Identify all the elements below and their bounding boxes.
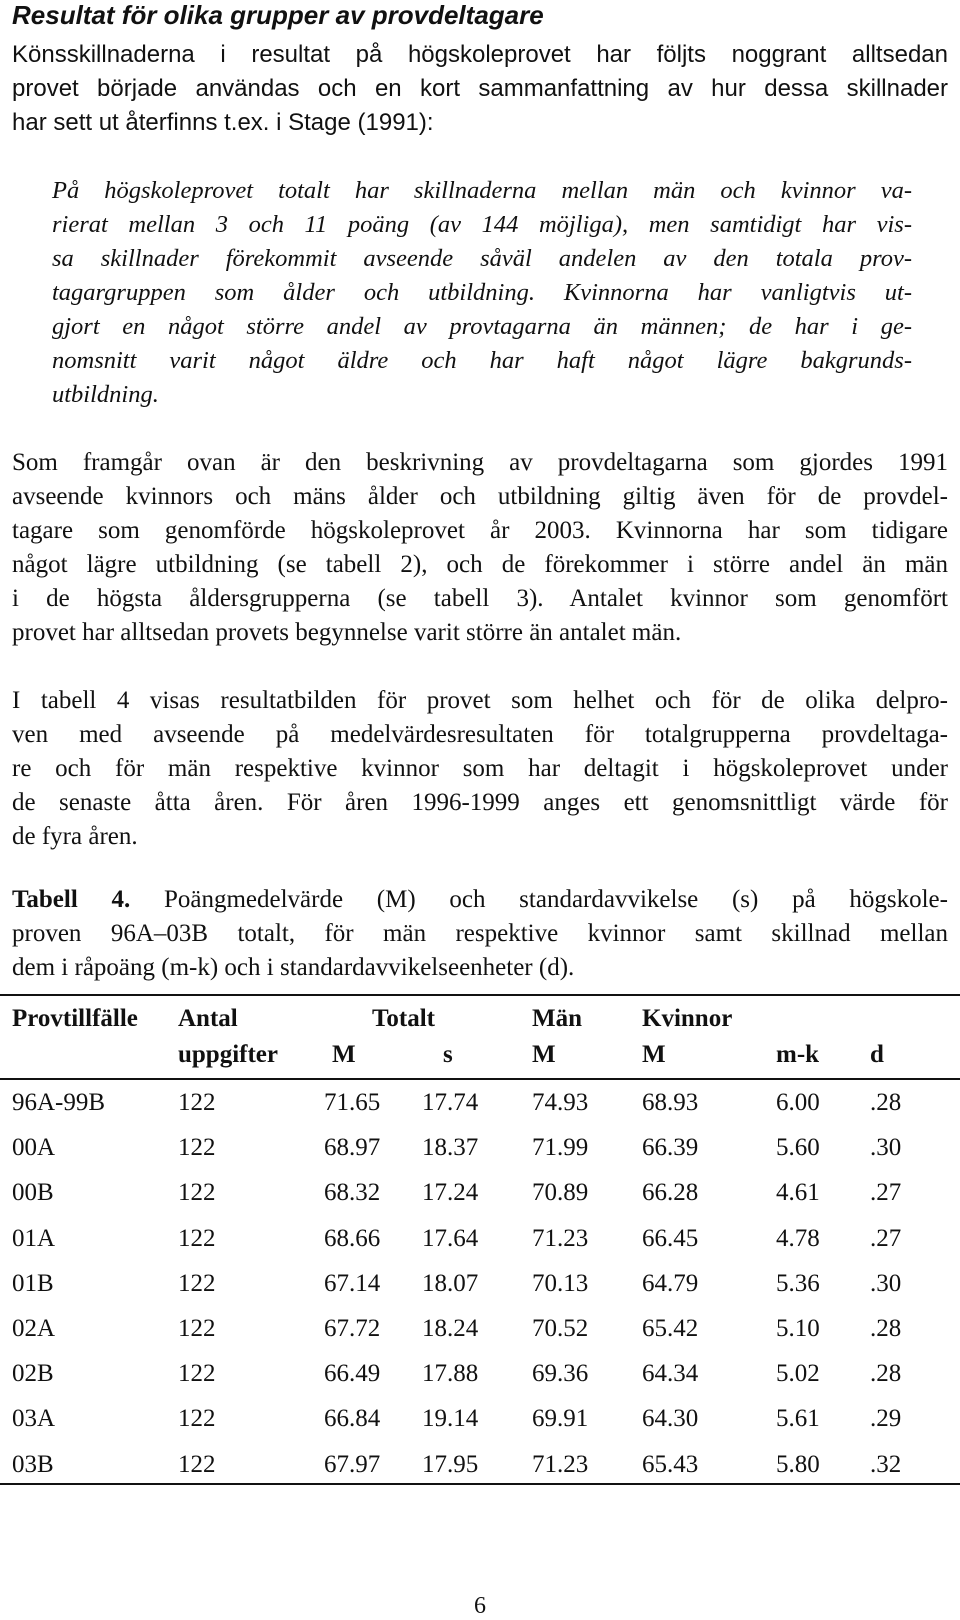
cell-provtillfalle: 00B xyxy=(12,1179,54,1207)
cell-mk: 5.02 xyxy=(776,1360,820,1388)
cell-mk: 4.78 xyxy=(776,1224,820,1252)
intro-line: provet började användas och en kort sammanfattning av hur dessa skillnader xyxy=(12,75,948,102)
caption-line: dem i råpoäng (m-k) och i standardavvikelseenheter (d). xyxy=(12,954,575,981)
cell-man-m: 70.13 xyxy=(532,1269,589,1297)
cell-mk: 6.00 xyxy=(776,1089,820,1116)
column-header-antal: Antal xyxy=(178,1005,238,1032)
cell-d: .27 xyxy=(870,1224,902,1252)
paragraph-line: I tabell 4 visas resultatbilden för provet som helhet och för de olika delpro- xyxy=(12,687,948,714)
quote-line: tagargruppen som ålder och utbildning. Kvinnorna har vanligtvis ut- xyxy=(52,279,912,306)
quote-line: nomsnitt varit något äldre och har haft något lägre bakgrunds- xyxy=(52,347,912,374)
cell-totalt-m: 68.66 xyxy=(324,1224,381,1252)
column-header-totalt-m: M xyxy=(332,1041,356,1068)
paragraph-line: de fyra åren. xyxy=(12,823,138,850)
column-header-man-m: M xyxy=(532,1041,556,1068)
cell-provtillfalle: 03B xyxy=(12,1450,54,1478)
cell-totalt-m: 66.84 xyxy=(324,1405,381,1433)
cell-provtillfalle: 01A xyxy=(12,1224,56,1252)
column-header-d: d xyxy=(870,1041,884,1068)
cell-totalt-m: 68.97 xyxy=(324,1134,381,1162)
cell-totalt-s: 17.88 xyxy=(422,1360,479,1388)
column-header-kvinnor: Kvinnor xyxy=(642,1005,733,1032)
quote-line: På högskoleprovet totalt har skillnaderna mellan män och kvinnor va- xyxy=(52,177,912,204)
section-heading: Resultat för olika grupper av provdeltagare xyxy=(12,0,544,30)
column-header-uppgifter: uppgifter xyxy=(178,1041,278,1068)
quote-line: sa skillnader förekommit avseende såväl andelen av den totala prov- xyxy=(52,245,912,272)
cell-kvinnor-m: 66.39 xyxy=(642,1134,699,1162)
cell-totalt-s: 18.24 xyxy=(422,1315,479,1342)
cell-d: .29 xyxy=(870,1405,902,1433)
cell-totalt-m: 67.14 xyxy=(324,1269,381,1297)
cell-kvinnor-m: 66.45 xyxy=(642,1224,699,1252)
cell-provtillfalle: 03A xyxy=(12,1405,56,1433)
cell-man-m: 74.93 xyxy=(532,1089,589,1116)
cell-totalt-s: 17.24 xyxy=(422,1179,479,1207)
cell-totalt-m: 67.72 xyxy=(324,1315,381,1342)
page-number: 6 xyxy=(474,1593,486,1619)
cell-kvinnor-m: 64.79 xyxy=(642,1269,699,1297)
cell-provtillfalle: 96A-99B xyxy=(12,1089,106,1116)
cell-antal: 122 xyxy=(178,1089,216,1116)
intro-line: Könsskillnaderna i resultat på högskoleprovet har följts noggrant alltsedan xyxy=(12,41,948,68)
cell-man-m: 71.23 xyxy=(532,1450,589,1478)
cell-totalt-s: 17.64 xyxy=(422,1224,479,1252)
cell-d: .30 xyxy=(870,1269,902,1297)
intro-line: har sett ut återfinns t.ex. i Stage (1991): xyxy=(12,109,434,136)
cell-totalt-m: 71.65 xyxy=(324,1089,381,1116)
cell-man-m: 71.23 xyxy=(532,1224,589,1252)
cell-provtillfalle: 00A xyxy=(12,1134,56,1162)
table-bottom-rule xyxy=(0,1483,960,1485)
paragraph-line: Som framgår ovan är den beskrivning av provdeltagarna som gjordes 1991 xyxy=(12,449,948,476)
column-header-provtillfalle: Provtillfälle xyxy=(12,1005,138,1032)
cell-antal: 122 xyxy=(178,1224,216,1252)
column-header-totalt-s: s xyxy=(443,1041,453,1068)
cell-kvinnor-m: 64.30 xyxy=(642,1405,699,1433)
caption-line xyxy=(12,883,948,917)
cell-mk: 4.61 xyxy=(776,1179,820,1207)
cell-antal: 122 xyxy=(178,1134,216,1162)
column-header-kvinnor-m: M xyxy=(642,1041,666,1068)
quote-line: gjort en något större andel av provtagarna än männen; de har i ge- xyxy=(52,313,912,340)
cell-totalt-m: 67.97 xyxy=(324,1450,381,1478)
table-top-rule xyxy=(0,994,960,996)
paragraph-line: avseende kvinnors och mäns ålder och utbildning giltig även för de provdel- xyxy=(12,483,948,510)
cell-man-m: 71.99 xyxy=(532,1134,589,1162)
cell-man-m: 69.91 xyxy=(532,1405,589,1433)
column-header-totalt: Totalt xyxy=(372,1005,435,1032)
paragraph-line: något lägre utbildning (se tabell 2), och de förekommer i större andel än män xyxy=(12,551,948,578)
cell-antal: 122 xyxy=(178,1269,216,1297)
table-header-rule xyxy=(0,1078,960,1080)
caption-text: Poängmedelvärde (M) och standardavvikelse (s) på högskole- xyxy=(163,886,948,913)
cell-provtillfalle: 01B xyxy=(12,1269,54,1297)
cell-mk: 5.80 xyxy=(776,1450,820,1478)
paragraph-line: ven med avseende på medelvärdesresultaten för totalgrupperna provdeltaga- xyxy=(12,721,948,748)
paragraph-line: i de högsta åldersgrupperna (se tabell 3). Antalet kvinnor som genomfört xyxy=(12,585,948,612)
cell-antal: 122 xyxy=(178,1405,216,1433)
cell-man-m: 70.52 xyxy=(532,1315,589,1342)
cell-totalt-s: 19.14 xyxy=(422,1405,479,1433)
cell-mk: 5.10 xyxy=(776,1315,820,1342)
caption-line: proven 96A–03B totalt, för män respektive kvinnor samt skillnad mellan xyxy=(12,920,948,947)
cell-mk: 5.36 xyxy=(776,1269,820,1297)
cell-kvinnor-m: 64.34 xyxy=(642,1360,699,1388)
cell-man-m: 69.36 xyxy=(532,1360,589,1388)
cell-antal: 122 xyxy=(178,1360,216,1388)
quote-line: rierat mellan 3 och 11 poäng (av 144 möjliga), men samtidigt har vis- xyxy=(52,211,912,238)
quote-line: utbildning. xyxy=(52,381,159,408)
cell-totalt-s: 18.07 xyxy=(422,1269,479,1297)
cell-totalt-s: 17.74 xyxy=(422,1089,479,1116)
cell-kvinnor-m: 68.93 xyxy=(642,1089,699,1116)
cell-d: .28 xyxy=(870,1360,902,1388)
cell-antal: 122 xyxy=(178,1315,216,1342)
column-header-mk: m-k xyxy=(776,1041,820,1068)
cell-d: .28 xyxy=(870,1089,902,1116)
cell-d: .30 xyxy=(870,1134,902,1162)
cell-mk: 5.60 xyxy=(776,1134,820,1162)
paragraph-line: de senaste åtta åren. För åren 1996-1999 anges ett genomsnittligt värde för xyxy=(12,789,948,816)
cell-kvinnor-m: 66.28 xyxy=(642,1179,699,1207)
caption-label: Tabell 4. xyxy=(12,886,131,913)
cell-totalt-m: 68.32 xyxy=(324,1179,381,1207)
cell-antal: 122 xyxy=(178,1450,216,1478)
column-header-man: Män xyxy=(532,1005,582,1032)
paragraph-line: re och för män respektive kvinnor som har deltagit i högskoleprovet under xyxy=(12,755,948,782)
cell-d: .28 xyxy=(870,1315,902,1342)
cell-mk: 5.61 xyxy=(776,1405,820,1433)
paragraph-line: tagare som genomförde högskoleprovet år 2003. Kvinnorna har som tidigare xyxy=(12,517,948,544)
cell-totalt-s: 18.37 xyxy=(422,1134,479,1162)
cell-man-m: 70.89 xyxy=(532,1179,589,1207)
cell-antal: 122 xyxy=(178,1179,216,1207)
paragraph-line: provet har alltsedan provets begynnelse varit större än antalet män. xyxy=(12,619,682,646)
cell-kvinnor-m: 65.43 xyxy=(642,1450,699,1478)
cell-d: .32 xyxy=(870,1450,902,1478)
cell-kvinnor-m: 65.42 xyxy=(642,1315,699,1342)
cell-provtillfalle: 02A xyxy=(12,1315,56,1342)
cell-totalt-m: 66.49 xyxy=(324,1360,381,1388)
cell-totalt-s: 17.95 xyxy=(422,1450,479,1478)
cell-d: .27 xyxy=(870,1179,902,1207)
cell-provtillfalle: 02B xyxy=(12,1360,54,1388)
